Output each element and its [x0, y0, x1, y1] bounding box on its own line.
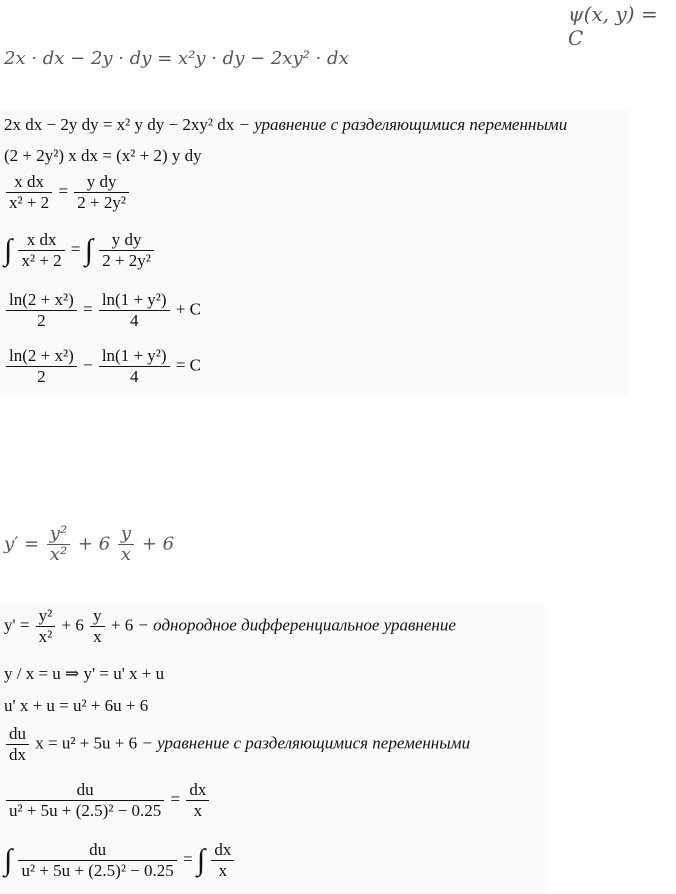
p2-step2 — [4, 664, 164, 684]
statement-lhs: y′ = — [4, 533, 40, 555]
fraction — [18, 230, 64, 271]
fraction — [18, 840, 176, 881]
p1-step1-note: − уравнение с разделяющимися переменными — [238, 115, 568, 134]
numerator: y² — [47, 524, 70, 545]
p2-step3 — [4, 696, 148, 716]
step-note: − уравнение с разделяющимися переменными — [141, 733, 471, 753]
fraction — [6, 724, 29, 765]
fraction — [6, 172, 52, 213]
integral-sign: ∫ — [4, 843, 13, 877]
header-formula: ψ(x, y) = C — [568, 2, 658, 50]
numerator: dx — [186, 780, 209, 801]
denominator: x — [218, 861, 228, 880]
denominator: x² — [38, 627, 53, 646]
p2-step6: ∫ $\frac{du}{\text{u² + 5u + (2.5)² − 0.25}}$ = ∫ $\frac{dx}{x}$ — [4, 840, 236, 881]
denominator: x — [193, 801, 203, 820]
numerator: ln(1 + y²) — [99, 346, 170, 367]
p1-step1-eq: 2x dx − 2y dy = x² y dy − 2xy² dx — [4, 115, 235, 134]
integral-sign: ∫ — [4, 233, 13, 267]
step-mid: + 6 — [61, 615, 84, 635]
p1-step3: $\frac{\text{x dx}}{\text{x² + 2}}$ = $\frac{\text{y dy}}{\text{2 + 2y²}}$ — [4, 172, 131, 213]
fraction — [74, 172, 129, 213]
denominator: x² + 2 — [21, 251, 62, 270]
numerator: x dx — [18, 230, 64, 251]
p1-step2 — [4, 146, 202, 166]
p2-step4 — [4, 724, 470, 765]
numerator: du — [6, 780, 164, 801]
p1-step6: $\frac{\text{ln(2 + x²)}}{2}$ − $\frac{\text{ln(1 + y²)}}{4}$ = C — [4, 346, 201, 387]
numerator: y dy — [74, 172, 129, 193]
step-tail: x = u² + 5u + 6 — [35, 733, 138, 753]
problem1-statement: 2x · dx − 2y · dy = x²y · dy − 2xy² · dx — [4, 48, 349, 69]
fraction — [6, 290, 77, 331]
denominator: x — [93, 627, 102, 646]
step-eq: u' x + u = u² + 6u + 6 — [4, 696, 149, 715]
fraction — [211, 840, 234, 881]
p1-step6-tail: = C — [175, 355, 201, 375]
fraction — [36, 606, 56, 647]
numerator: ln(2 + x²) — [6, 290, 77, 311]
step-eq: y / x = u ⇒ y' = u' x + u — [4, 664, 165, 683]
denominator: x² — [49, 544, 68, 565]
fraction — [99, 346, 170, 387]
problem2-statement — [4, 524, 174, 565]
numerator: x dx — [6, 172, 52, 193]
p1-step4: ∫ $\frac{\text{x dx}}{\text{x² + 2}}$ = ∫ $\frac{\text{y dy}}{\text{2 + 2y²}}$ — [4, 230, 156, 271]
fraction — [99, 230, 154, 271]
denominator: u² + 5u + (2.5)² − 0.25 — [21, 861, 174, 880]
step-note: − однородное дифференциальное уравнение — [137, 615, 456, 635]
p2-step5: $\frac{du}{\text{u² + 5u + (2.5)² − 0.25}}$ = $\frac{dx}{x}$ — [4, 780, 211, 821]
denominator: 2 — [37, 311, 46, 330]
statement-mid: + 6 — [77, 533, 111, 555]
fraction — [186, 780, 209, 821]
denominator: x — [120, 544, 132, 565]
step-lhs: y' = — [4, 615, 30, 635]
numerator: ln(1 + y²) — [99, 290, 170, 311]
fraction — [118, 524, 134, 565]
numerator: du — [6, 724, 29, 745]
numerator: ln(2 + x²) — [6, 346, 77, 367]
numerator: du — [18, 840, 176, 861]
step-tail: + 6 — [110, 615, 134, 635]
numerator: dx — [211, 840, 234, 861]
denominator: 2 + 2y² — [77, 193, 126, 212]
integral-sign: ∫ — [84, 233, 93, 267]
fraction — [47, 524, 70, 565]
fraction — [6, 346, 77, 387]
numerator: y — [90, 606, 105, 627]
denominator: x² + 2 — [9, 193, 50, 212]
denominator: 2 — [37, 367, 46, 386]
denominator: 4 — [129, 311, 139, 330]
p1-step1 — [4, 115, 567, 135]
numerator: y² — [36, 606, 56, 627]
denominator: 2 + 2y² — [102, 251, 151, 270]
p2-step1 — [4, 606, 456, 647]
integral-sign: ∫ — [196, 843, 206, 877]
problem2-solution — [0, 604, 545, 894]
denominator: u² + 5u + (2.5)² − 0.25 — [9, 801, 162, 820]
numerator: y — [118, 524, 134, 545]
p1-step2-eq: (2 + 2y²) x dx = (x² + 2) y dy — [4, 146, 202, 165]
fraction — [90, 606, 105, 647]
problem1-solution — [0, 110, 628, 395]
p1-step5-tail: + C — [175, 299, 201, 319]
statement-tail: + 6 — [141, 533, 175, 555]
denominator: 4 — [129, 367, 139, 386]
numerator: y dy — [99, 230, 154, 251]
p1-step5: $\frac{\text{ln(2 + x²)}}{2}$ = $\frac{\text{ln(1 + y²)}}{4}$ + C — [4, 290, 201, 331]
denominator: dx — [9, 745, 26, 764]
fraction — [6, 780, 164, 821]
fraction — [99, 290, 170, 331]
